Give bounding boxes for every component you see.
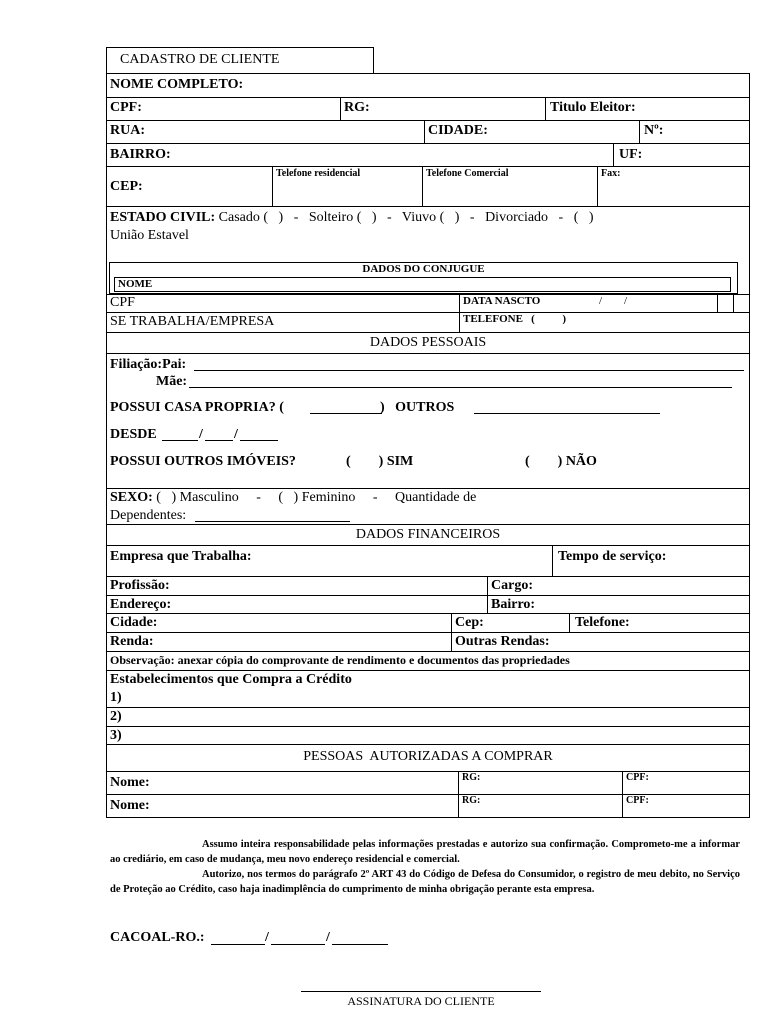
dados-financeiros-heading: DADOS FINANCEIROS — [355, 527, 501, 542]
identification-section — [106, 73, 750, 207]
estabelecimento-1[interactable]: 1) — [110, 690, 122, 705]
declaracao-paragraph-1: Assumo inteira responsabilidade pelas informações prestadas e autorizo sua confirmação. Comprometo-me a informar ao crediário, em caso de mudança, meu novo endereço residencial e comercial. — [110, 839, 740, 865]
uf-label[interactable]: UF: — [619, 147, 643, 162]
conjuge-telefone-label[interactable]: TELEFONE ( ) — [463, 313, 566, 325]
outros-line[interactable] — [474, 413, 660, 414]
telefone-residencial-label[interactable]: Telefone residencial — [276, 168, 361, 179]
autorizada-1-nome[interactable]: Nome: — [110, 775, 150, 790]
mae-line[interactable] — [189, 387, 732, 388]
tempo-servico-label[interactable]: Tempo de serviço: — [558, 549, 667, 564]
estabelecimento-3[interactable]: 3) — [110, 728, 122, 743]
casa-propria-label[interactable]: POSSUI CASA PROPRIA? ( — [110, 400, 284, 415]
outros-imoveis-nao[interactable]: ( ) NÃO — [525, 454, 597, 469]
outras-rendas-label[interactable]: Outras Rendas: — [455, 634, 550, 649]
local-label: CACOAL-RO.: — [110, 930, 205, 945]
sexo-label: SEXO: — [110, 490, 153, 505]
assinatura-label: ASSINATURA DO CLIENTE — [347, 994, 495, 1008]
titulo-eleitor-label[interactable]: Titulo Eleitor: — [550, 100, 636, 115]
desde-slash-2: / — [234, 427, 238, 442]
estado-civil-label: ESTADO CIVIL: — [110, 210, 216, 225]
financeiro-cidade-label[interactable]: Cidade: — [110, 615, 158, 630]
local-slash-2: / — [326, 930, 330, 945]
telefone-comercial-label[interactable]: Telefone Comercial — [426, 168, 509, 179]
autorizada-1-cpf[interactable]: CPF: — [626, 772, 649, 783]
endereco-label[interactable]: Endereço: — [110, 597, 172, 612]
autorizada-2-rg[interactable]: RG: — [462, 795, 481, 806]
financeiro-bairro-label[interactable]: Bairro: — [491, 597, 536, 612]
dados-pessoais-heading: DADOS PESSOAIS — [369, 335, 487, 350]
conjuge-data-nascto-label[interactable]: DATA NASCTO — [463, 295, 541, 307]
profissao-label[interactable]: Profissão: — [110, 578, 170, 593]
conjuge-nome-label[interactable]: NOME — [118, 278, 153, 290]
pai-line[interactable] — [194, 370, 744, 371]
local-slash-1: / — [265, 930, 269, 945]
rg-label[interactable]: RG: — [344, 100, 370, 115]
dados-financeiros-section — [106, 545, 750, 745]
estado-civil-line1[interactable] — [110, 211, 594, 225]
ano-line[interactable] — [332, 944, 388, 945]
filiacao-pai-label[interactable]: Filiação:Pai: — [110, 357, 187, 372]
fax-label[interactable]: Fax: — [601, 168, 621, 179]
mae-label[interactable]: Mãe: — [156, 374, 188, 389]
declaracao-paragraph-2: Autorizo, nos termos do parágrafo 2º ART 43 do Código de Defesa do Consumidor, o registro de meu debito, no Serviço de Proteção ao Crédito, caso haja inadimplência do cumprimento de minha obrigação perante esta empresa. — [110, 869, 740, 895]
conjuge-cpf-label[interactable]: CPF — [110, 295, 135, 310]
observacao-text: Observação: anexar cópia do comprovante de rendimento e documentos das propriedades — [110, 653, 570, 667]
financeiro-cep-label[interactable]: Cep: — [455, 615, 484, 630]
uniao-estavel-option[interactable]: União Estavel — [110, 228, 189, 243]
conjuge-nome-box — [114, 277, 731, 292]
desde-slash-1: / — [199, 427, 203, 442]
conjuge-data-slashes: / / — [599, 295, 628, 307]
estabelecimento-2[interactable]: 2) — [110, 709, 122, 724]
renda-label[interactable]: Renda: — [110, 634, 154, 649]
autorizadas-heading: PESSOAS AUTORIZADAS A COMPRAR — [303, 749, 553, 764]
assinatura-line[interactable] — [301, 991, 541, 992]
cidade-label[interactable]: CIDADE: — [428, 123, 488, 138]
numero-label[interactable]: Nº: — [644, 123, 664, 138]
estado-civil-options[interactable]: Casado ( ) - Solteiro ( ) - Viuvo ( ) - Divorciado - ( ) — [218, 210, 594, 225]
autorizada-1-rg[interactable]: RG: — [462, 772, 481, 783]
financeiro-telefone-label[interactable]: Telefone: — [575, 615, 630, 630]
empresa-label[interactable]: Empresa que Trabalha: — [110, 549, 252, 564]
bairro-label[interactable]: BAIRRO: — [110, 147, 171, 162]
sexo-options[interactable]: ( ) Masculino - ( ) Feminino - Quantidade de — [156, 490, 477, 505]
cpf-label[interactable]: CPF: — [110, 100, 142, 115]
outros-imoveis-label: POSSUI OUTROS IMÓVEIS? — [110, 454, 296, 469]
mes-line[interactable] — [271, 944, 325, 945]
dia-line[interactable] — [211, 944, 265, 945]
sexo-line1[interactable] — [110, 491, 476, 505]
dependentes-line[interactable] — [195, 521, 350, 522]
casa-propria-outros[interactable]: ) OUTROS — [380, 400, 455, 415]
cargo-label[interactable]: Cargo: — [491, 578, 533, 593]
nome-completo-label[interactable]: NOME COMPLETO: — [110, 77, 244, 92]
outros-imoveis-sim[interactable]: ( ) SIM — [346, 454, 414, 469]
cep-label[interactable]: CEP: — [110, 179, 143, 194]
form-title: CADASTRO DE CLIENTE — [120, 52, 280, 67]
dados-conjuge-heading: DADOS DO CONJUGUE — [362, 263, 485, 275]
desde-label[interactable]: DESDE — [110, 427, 157, 442]
autorizada-2-cpf[interactable]: CPF: — [626, 795, 649, 806]
estabelecimentos-label: Estabelecimentos que Compra a Crédito — [110, 672, 352, 687]
rua-label[interactable]: RUA: — [110, 123, 145, 138]
conjuge-trabalha-label[interactable]: SE TRABALHA/EMPRESA — [110, 314, 275, 329]
dependentes-label[interactable]: Dependentes: — [110, 508, 187, 523]
autorizada-2-nome[interactable]: Nome: — [110, 798, 150, 813]
